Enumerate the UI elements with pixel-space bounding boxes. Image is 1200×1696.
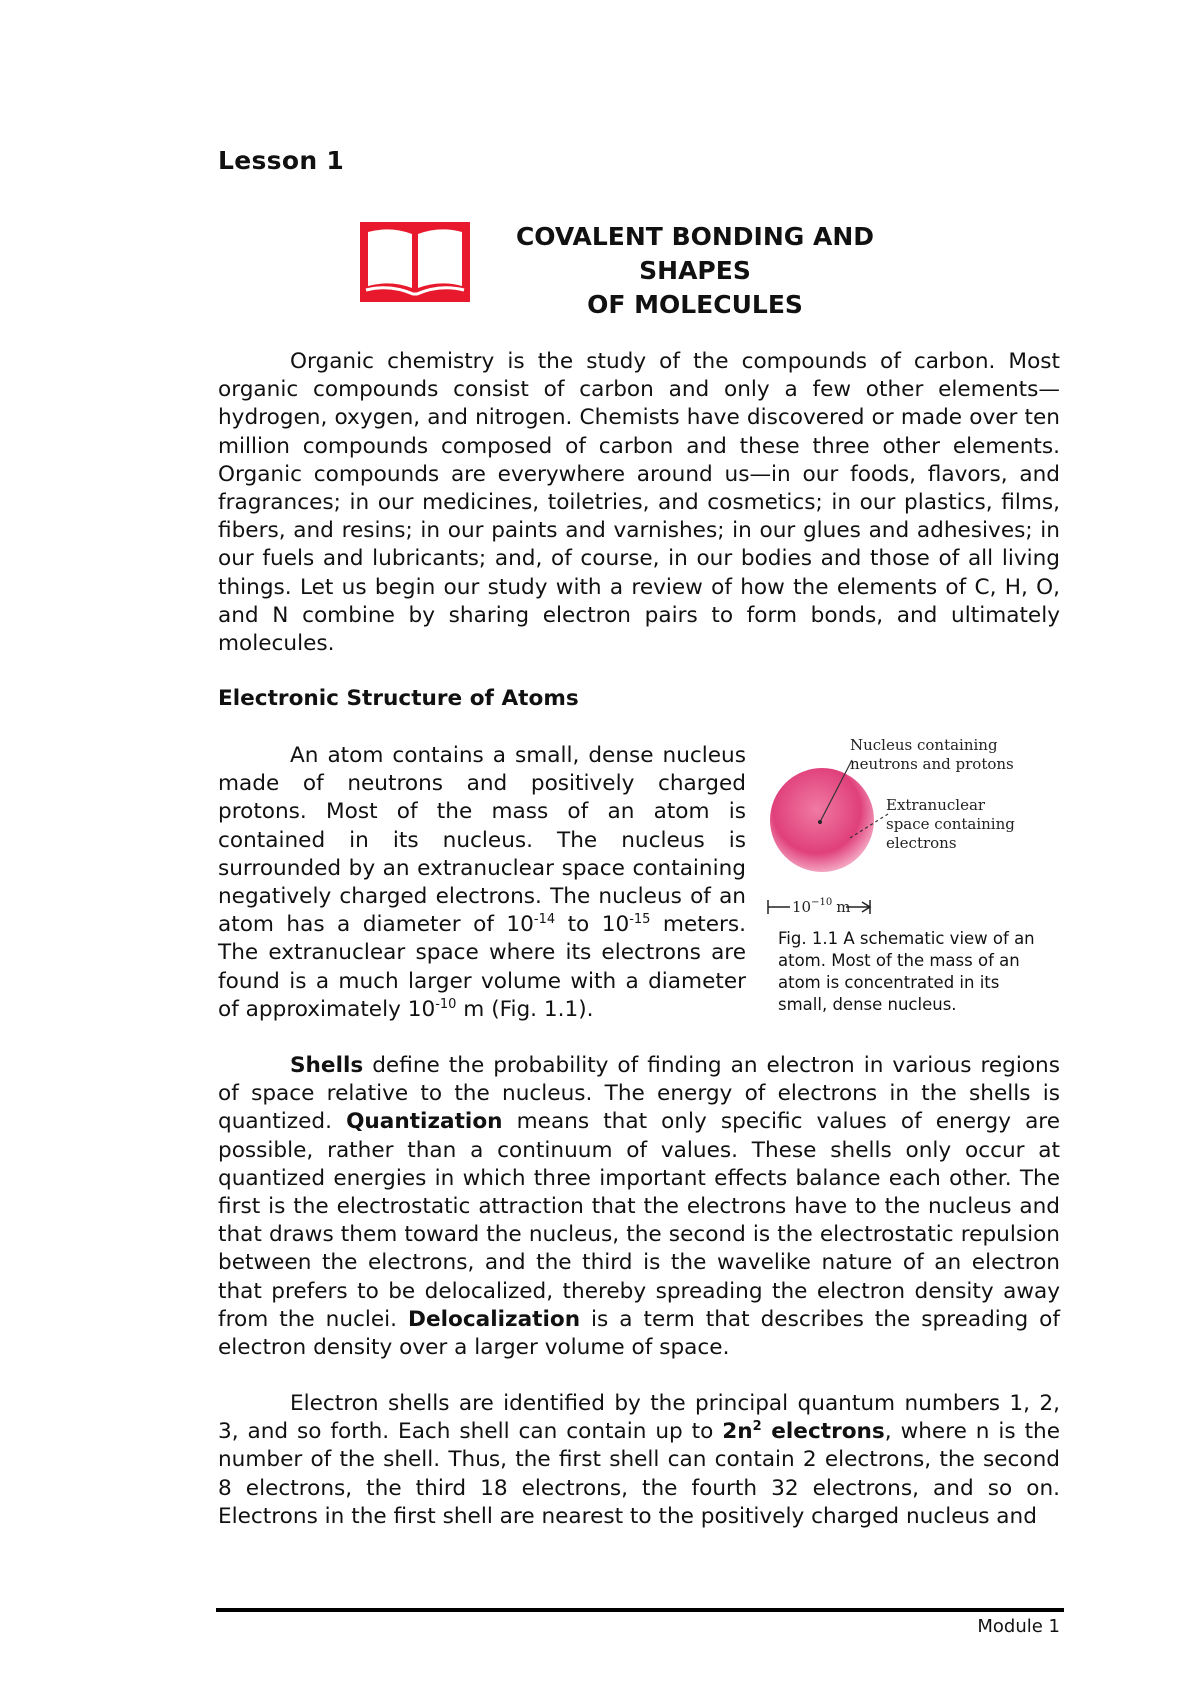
shells-paragraph: Shells define the probability of finding an electron in various regions of space relative to the nucleus. The energy of electrons in the shells is quantized. Quantization means that only specific values of energy are possible, rather than a continuum of values. These shells only occur at quantized energies in which three important effects balance each other. The first is the electrostatic attraction that the electrons have to the nucleus and that draws them toward the nucleus, the second is the electrostatic repulsion between the electrons, and the third is the wavelike nature of an electron that prefers to be delocalized, thereby spreading the electron density away from the nuclei. Delocalization is a term that describes the spreading of electron density over a larger volume of space. bbox=[218, 1053, 1060, 1361]
label-space-1: Extranuclear bbox=[886, 796, 986, 814]
title-line-2: OF MOLECULES bbox=[587, 290, 803, 319]
shells-numbers-paragraph: Electron shells are identified by the principal quantum numbers 1, 2, 3, and so forth. Each shell can contain up to $2n^2$ electrons, where n is the number of the shell. Thus, the first shell can contain 2 electrons, the second 8 electrons, the third 18 electrons, the fourth 32 electrons, and so on. Electrons in the first shell are nearest to the positively charged nucleus and bbox=[218, 1391, 1061, 1529]
label-nucleus-2: neutrons and protons bbox=[850, 755, 1014, 773]
intro-paragraph: Organic chemistry is the study of the compounds of carbon. Most organic compounds consist of carbon and only a few other elements—hydrogen, oxygen, and nitrogen. Chemists have discovered or made over ten million compounds composed of carbon and these three other elements. Organic compounds are everywhere around us—in our foods, flavors, and fragrances; in our medicines, toiletries, and cosmetics; in our plastics, films, fibers, and resins; in our paints and varnishes; in our glues and adhesives; in our fuels and lubricants; and, of course, in our bodies and those of all living things. Let us begin our study with a review of how the elements of C, H, O, and N combine by sharing electron pairs to form bonds, and ultimately molecules. bbox=[218, 349, 1060, 657]
lesson-title bbox=[470, 220, 920, 322]
term-shells: Shells bbox=[290, 1053, 364, 1078]
book-icon bbox=[360, 222, 470, 302]
term-delocalization: Delocalization bbox=[408, 1306, 581, 1332]
atom-sphere bbox=[770, 768, 874, 872]
label-space-3: electrons bbox=[886, 834, 957, 852]
figure-caption: Fig. 1.1 A schematic view of an atom. Most of the mass of an atom is concentrated in its small, dense nucleus. bbox=[778, 929, 1035, 1014]
footer-module: Module 1 bbox=[977, 1616, 1060, 1637]
scale-label: $10^{-10}$ m bbox=[792, 897, 851, 916]
section-heading: Electronic Structure of Atoms bbox=[218, 686, 579, 711]
label-nucleus-1: Nucleus containing bbox=[850, 736, 998, 754]
lesson-label: Lesson 1 bbox=[218, 146, 345, 175]
label-space-2: space containing bbox=[886, 815, 1015, 833]
term-2n2-electrons: $2n^2$ electrons bbox=[722, 1419, 885, 1445]
footer-rule bbox=[216, 1608, 1064, 1612]
title-line-1: COVALENT BONDING AND SHAPES bbox=[515, 222, 875, 285]
atom-figure bbox=[760, 728, 1060, 928]
term-quantization: Quantization bbox=[346, 1109, 503, 1135]
atom-paragraph: An atom contains a small, dense nucleus made of neutrons and positively charged protons. Most of the mass of an atom is contained in its nucleus. The nucleus is surrounded by an extranuclear space containing negatively charged electrons. The nucleus of an atom has a diameter of $10^{-14}$ to $10^{-15}$ meters. The extranuclear space where its electrons are found is a much larger volume with a diameter of approximately $10^{-10}$ m (Fig. 1.1). bbox=[218, 743, 746, 1022]
